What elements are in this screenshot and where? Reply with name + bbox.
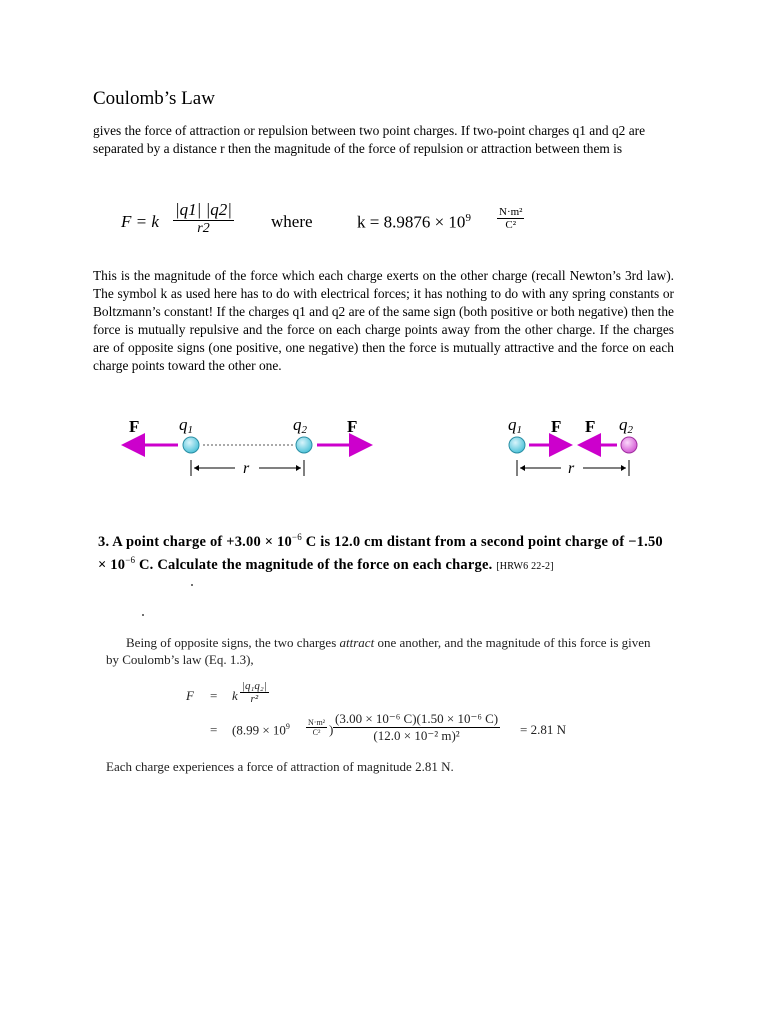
force-label-left-1: F: [129, 417, 140, 436]
solution-intro: [106, 634, 652, 668]
force-label-right-1: F: [551, 417, 562, 436]
charge-q2-right: [621, 437, 637, 453]
solution-frac2: [333, 711, 500, 744]
charge-q1-right: [509, 437, 525, 453]
formula-k-expr: k = 8.9876 × 10: [357, 212, 466, 232]
solution-intro-b: one another, and the magnitude of this force is given by Coulomb’s law (Eq. 1.3),: [106, 635, 651, 667]
solution-intro-a: Being of opposite signs, the two charges: [126, 635, 340, 650]
force-label-left-2: F: [347, 417, 358, 436]
solution-close: ): [329, 722, 334, 737]
problem-text-a: 3. A point charge of +3.00 × 10: [98, 533, 292, 550]
solution-kval-text: (8.99 × 10: [232, 722, 286, 738]
force-label-right-2: F: [585, 417, 596, 436]
r-label-right: r: [568, 460, 575, 477]
stray-dot-1: [191, 584, 193, 586]
solution-unit-den: C²: [312, 728, 321, 737]
solution-k: k: [232, 688, 238, 703]
problem-tag: [HRW6 22-2]: [496, 560, 554, 572]
intro-paragraph: gives the force of attraction or repulsion between two point charges. If two-point charges q1 and q2 are separated by a distance r then the magnitude of the force of repulsion or attraction between them is: [93, 123, 646, 156]
solution-intro-em: attract: [339, 635, 375, 650]
problem-text-c: C. Calculate the magnitude of the force on each charge.: [135, 556, 493, 573]
solution-frac1: [240, 680, 269, 705]
solution-eq1: =: [210, 688, 218, 703]
formula-unit: [497, 206, 524, 231]
formula-fraction: [173, 200, 234, 237]
solution-eq2: =: [210, 722, 218, 737]
formula-k-exp: 9: [465, 212, 471, 224]
coulomb-formula: [121, 200, 541, 246]
explanation-paragraph: This is the magnitude of the force which each charge exerts on the other charge (recall Newton’s 3rd law). The symbol k as used here has to do with electrical forces; it has nothing to do with any spring constants or Boltzmann’s constant! If the charges q1 and q2 are of the same sign (both positive or both negative) then the force is mutually repulsive and the force on each charge points away from the other charge. If the charges are of opposite signs (one positive, one negative) then the force is mutually attractive and the force on each charge points toward the other one.: [93, 268, 674, 373]
charge-label-q2-left: q2: [293, 415, 307, 436]
charge-label-q1-right: q1: [508, 415, 522, 436]
formula-unit-num: N·m²: [499, 206, 523, 218]
solution-equation: [186, 680, 586, 750]
formula-where: where: [271, 212, 313, 231]
solution-frac1-num: |q₁q₂|: [242, 680, 267, 692]
solution-result: = 2.81 N: [520, 722, 566, 737]
solution-conclusion: Each charge experiences a force of attraction of magnitude 2.81 N.: [106, 759, 454, 774]
stray-dot-2: [142, 614, 144, 616]
r-label-left: r: [243, 460, 250, 477]
charge-label-q1-left: q1: [179, 415, 193, 436]
solution-kval-exp: 9: [285, 722, 290, 731]
solution-frac2-num: (3.00 × 10⁻⁶ C)(1.50 × 10⁻⁶ C): [335, 711, 499, 726]
problem-statement: [98, 528, 670, 576]
force-diagram: [115, 410, 655, 490]
formula-k: [357, 212, 471, 233]
formula-unit-den: C²: [505, 219, 517, 231]
formula-lhs: F = k: [121, 212, 159, 231]
formula-denominator: r2: [197, 221, 210, 236]
charge-q2-left: [296, 437, 312, 453]
problem-text-b: C is 12.0 cm distant from a second point charge of −1.50 × 10: [98, 533, 663, 573]
charge-label-q2-right: q2: [619, 415, 633, 436]
formula-numerator: |q1| |q2|: [175, 200, 232, 219]
solution-unit: [306, 718, 327, 737]
solution-kval: [232, 722, 290, 738]
solution-frac1-den: r²: [250, 693, 259, 705]
solution-F: F: [186, 688, 194, 703]
solution-frac2-den: (12.0 × 10⁻² m)²: [373, 728, 460, 743]
problem-exp-a: −6: [291, 532, 302, 542]
problem-exp-b: −6: [125, 554, 136, 565]
charge-q1-left: [183, 437, 199, 453]
page-title: Coulomb’s Law: [93, 88, 215, 109]
solution-unit-num: N·m²: [308, 718, 326, 727]
